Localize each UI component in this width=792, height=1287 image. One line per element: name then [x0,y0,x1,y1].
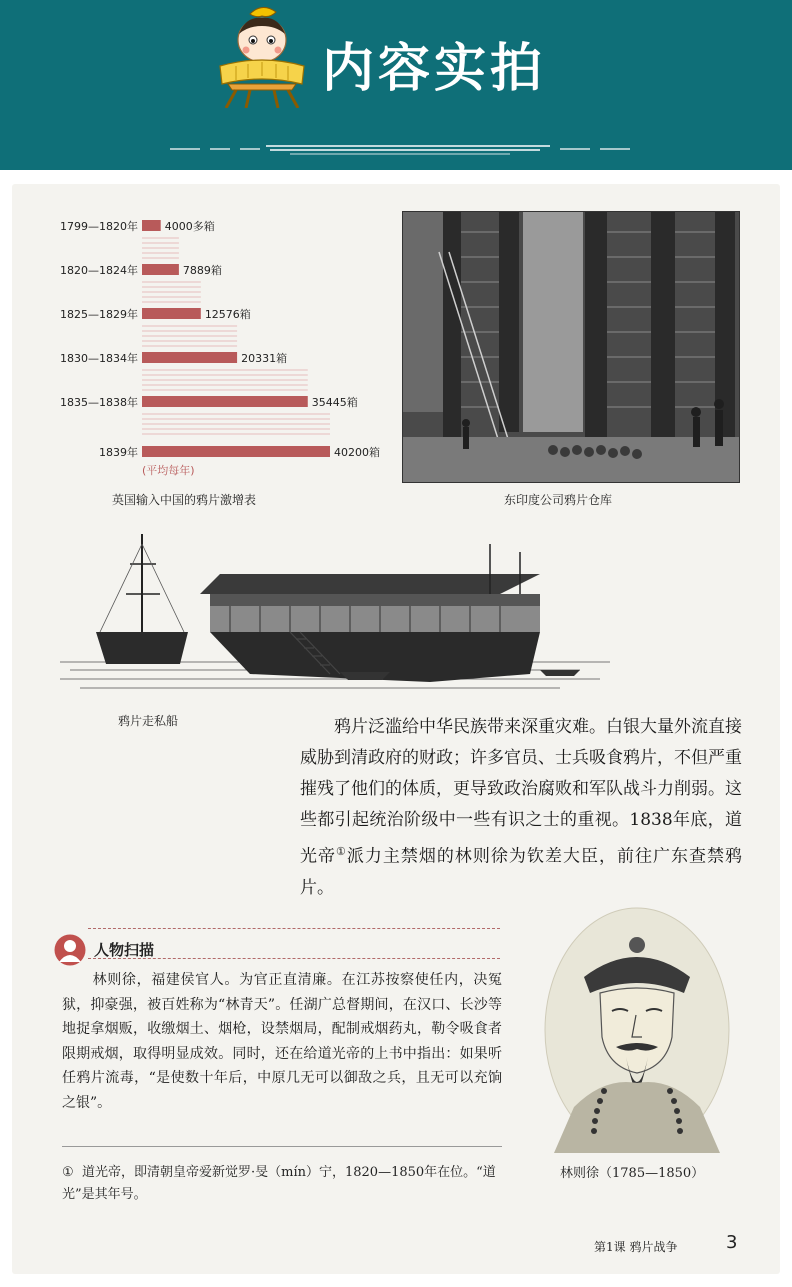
warehouse-engraving-image [403,212,740,483]
smuggling-ship-illustration [60,534,610,704]
main-paragraph [300,712,742,904]
person-icon [54,934,86,966]
chart-bar [142,446,330,457]
profile-title-rule [88,958,500,959]
smuggling-ship-engraving-image [60,534,610,704]
chart-value-label: 4000多箱 [164,220,215,233]
chart-canvas [40,206,380,506]
chart-bar [142,308,201,319]
ship-caption: 鸦片走私船 [118,714,179,728]
chart-bar [142,352,237,363]
chart-value-label: 20331箱 [241,352,288,365]
banner-title: 内容实拍 [322,39,547,99]
chart-category-label: 1799—1820年 [60,220,138,233]
chart-category-label: 1820—1824年 [60,264,138,277]
warehouse-illustration [402,211,740,483]
opium-import-bar-chart [40,206,380,506]
footnote-text: 道光帝，即清朝皇帝爱新觉罗·旻（mín）宁，1820—1850年在位。“道光”是其年号。 [62,1165,496,1202]
chart-category-label: 1835—1838年 [60,396,138,409]
chart-bar [142,264,179,275]
lesson-label: 第1课 鸦片战争 [594,1240,678,1254]
chart-category-label: 1825—1829年 [60,308,138,321]
page-number: 3 [726,1232,738,1253]
chart-value-label: 40200箱 [334,446,380,459]
chart-value-label: 7889箱 [182,264,222,277]
main-paragraph-text: 鸦片泛滥给中华民族带来深重灾难。白银大量外流直接威胁到清政府的财政；许多官员、士兵吸食鸦片，不但严重摧残了他们的体质，更导致政治腐败和军队战斗力削弱。这些都引起统治阶级中一些有识之士的重视。1838年底，道光帝 [300,717,742,867]
footnote-mark: ① [62,1165,74,1180]
lin-zexu-portrait-image [544,907,730,1153]
header-banner [0,0,792,170]
profile-body [62,968,502,1115]
main-paragraph-end: 派力主禁烟的林则徐为钦差大臣，前往广东查禁鸦片。 [300,846,742,898]
footnote [62,1162,512,1206]
chart-category-label: 1839年 [99,446,138,459]
chart-title: 英国输入中国的鸦片激增表 [112,493,257,507]
chart-bar [142,396,308,407]
reading-child-mascot-icon [206,4,318,108]
chart-note: (平均每年) [142,464,195,477]
footnote-reference[interactable]: ① [336,845,347,858]
chart-value-label: 12576箱 [204,308,251,321]
chart-bar [142,220,161,231]
decorative-divider [170,142,630,156]
chart-value-label: 35445箱 [311,396,358,409]
portrait-caption: 林则徐（1785—1850） [560,1166,705,1181]
footnote-rule [62,1146,502,1147]
profile-body-text: 林则徐，福建侯官人。为官正直清廉。在江苏按察使任内，决冤狱，抑豪强，被百姓称为“林青天”。任湖广总督期间，在汉口、长沙等地捉拿烟贩，收缴烟土、烟枪，设禁烟局，配制戒烟药丸，勒令吸食者限期戒烟，取得明显成效。同时，还在给道光帝的上书中指出：如果听任鸦片流毒，“是使数十年后，中原几无可以御敌之兵，且无可以充饷之银”。 [62,972,502,1111]
profile-title: 人物扫描 [94,941,155,959]
warehouse-caption: 东印度公司鸦片仓库 [504,493,613,507]
chart-category-label: 1830—1834年 [60,352,138,365]
profile-top-rule [88,928,500,929]
